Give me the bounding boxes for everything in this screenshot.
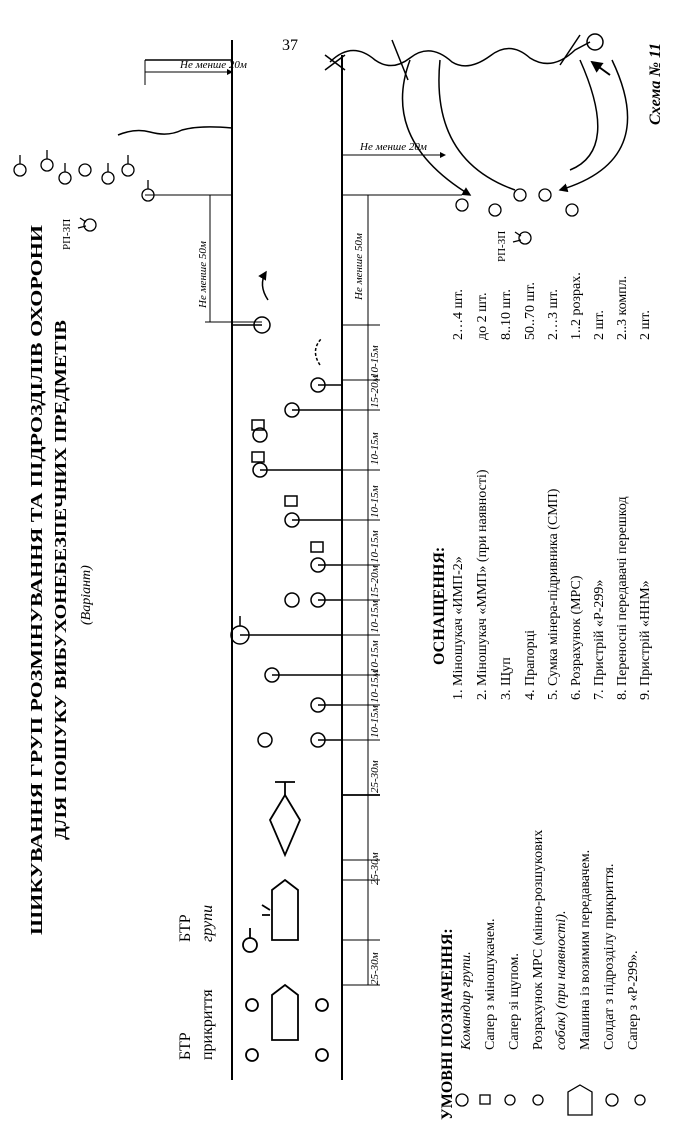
legend-item-6: Машина із возимим передавачем. xyxy=(578,849,593,1050)
title-line-1: ШИКУВАННЯ ГРУП РОЗМІНУВАННЯ ТА ПІДРОЗДІЛІВ ОХОРОНИ xyxy=(27,386,46,935)
patrol-arc-3 xyxy=(560,60,628,190)
cover-soldiers-top-left xyxy=(14,150,154,201)
patrol-arc-1 xyxy=(403,60,471,195)
legend-list xyxy=(459,830,641,1051)
dim-label-min20-top: Не менше 20м xyxy=(180,59,247,71)
sapper-detector-3 xyxy=(311,542,342,572)
legend-item-8: Сапер з «Р-299». xyxy=(626,950,641,1050)
equipment-item-3: 3. Щуп xyxy=(499,657,514,700)
equipment-item-9: 9. Пристрій «ННМ» xyxy=(638,580,653,700)
commander-icon xyxy=(456,1094,468,1106)
legend-item-3: Сапер зі щупом. xyxy=(507,953,522,1050)
btr-cover-label-1: БТР xyxy=(177,1032,194,1060)
group-commander-1 xyxy=(232,272,270,333)
transmitter-vehicle xyxy=(270,782,380,855)
boundary-wavy-top xyxy=(330,42,590,66)
equipment-item-2: 2. Міношукач «ММП» (при наявності) xyxy=(475,469,490,700)
dim-label-min50-right: Не менше 50м xyxy=(353,233,365,300)
equipment-qty-7: 2 шт. xyxy=(592,310,607,340)
btr-group-label-1: БТР xyxy=(177,914,194,942)
legend-icons xyxy=(456,1085,645,1115)
dim-label-10: 10-15м xyxy=(369,670,381,703)
dim-label-4: 10-15м xyxy=(369,485,381,518)
mrs-team-icon xyxy=(533,1095,543,1105)
equipment-item-6: 6. Розрахунок (МРС) xyxy=(569,575,584,700)
equipment-qty-8: 2..3 компл. xyxy=(615,275,630,340)
dim-label-min50-left: Не менше 50м xyxy=(197,241,209,308)
dim-label-14: 25-30м xyxy=(369,952,381,985)
dim-label-5: 10-15м xyxy=(369,530,381,563)
dim-label-1: 10-15м xyxy=(369,345,381,378)
rp-right-label: РП-ЗП xyxy=(496,230,508,262)
title-line-2: ДЛЯ ПОШУКУ ВИБУХОНЕБЕЗПЕЧНИХ ПРЕДМЕТІВ xyxy=(51,400,70,840)
btr-group-vehicle xyxy=(243,880,298,952)
cover-soldier-icon xyxy=(606,1094,618,1106)
scheme-label: Схема № 11 xyxy=(647,42,664,125)
probe-sapper-icon xyxy=(505,1095,515,1105)
dim-min20-right xyxy=(342,141,445,155)
equipment-qty-6: 1..2 розрах. xyxy=(569,272,584,340)
btr-cover-label-2: прикриття xyxy=(199,989,216,1060)
legend-item-4: Розрахунок МРС (мінно-розшукових xyxy=(531,829,546,1050)
boundary-cross-right xyxy=(392,35,580,80)
r299-sapper-icon xyxy=(635,1095,645,1105)
legend-item-5: собак) (при наявності). xyxy=(554,910,569,1050)
transmitter-vehicle-icon xyxy=(568,1085,592,1115)
dim-label-2: 15-20м xyxy=(369,375,381,408)
detector-sapper-icon xyxy=(480,1095,490,1104)
equipment-item-7: 7. Пристрій «Р-299» xyxy=(592,579,607,700)
sapper-r299-1 xyxy=(285,403,342,417)
dim-label-7: 15-20м xyxy=(369,565,381,598)
sapper-probe-pair xyxy=(285,593,342,607)
equipment-qty-2: до 2 шт. xyxy=(475,292,490,340)
patrol-arc-2 xyxy=(439,60,515,190)
sapper-probe-2 xyxy=(311,698,342,712)
dim-min50-left xyxy=(145,195,262,322)
rp-zp-left xyxy=(61,218,96,250)
mrs-team-1 xyxy=(311,338,342,392)
dim-label-11: 10-15м xyxy=(369,705,381,738)
equipment-item-8: 8. Переносні передавачі перешкод xyxy=(615,496,630,700)
equipment-qty-4: 50..70 шт. xyxy=(523,282,538,340)
legend-item-2: Сапер з міношукачем. xyxy=(483,918,498,1050)
boundary-line-left xyxy=(118,127,232,135)
equipment-item-4: 4. Прапорці xyxy=(523,629,538,700)
btr-group-label-2: групи xyxy=(199,904,216,942)
equipment-qty-5: 2…3 шт. xyxy=(546,289,561,340)
variant-label: (Варіант) xyxy=(79,565,94,625)
equipment-heading: ОСНАЩЕННЯ: xyxy=(431,546,448,665)
patrol-arc-4 xyxy=(570,60,598,170)
equipment-qty-9: 2 шт. xyxy=(638,310,653,340)
equipment-item-5: 5. Сумка мінера-підривника (СМП) xyxy=(546,488,561,700)
rp-zp-right xyxy=(496,231,531,262)
equipment-list xyxy=(451,272,653,700)
dim-label-3: 10-15м xyxy=(369,432,381,465)
legend-item-7: Солдат з підрозділу прикриття. xyxy=(602,863,617,1050)
sapper-detector-pair-1 xyxy=(252,420,342,477)
equipment-item-1: 1. Міношукач «ИМП-2» xyxy=(451,556,466,700)
dim-label-min20-right: Не менше 20м xyxy=(360,141,427,153)
sapper-probe-1 xyxy=(265,668,342,682)
cover-soldiers-top-right xyxy=(456,189,578,216)
dim-label-13: 25-30м xyxy=(369,852,381,885)
dim-label-12: 25-30м xyxy=(369,760,381,793)
page-number: 37 xyxy=(282,37,298,54)
sapper-probe-3 xyxy=(258,733,342,747)
btr-cover-vehicle xyxy=(246,985,328,1061)
legend-heading: УМОВНІ ПОЗНАЧЕННЯ: xyxy=(439,928,456,1120)
legend-item-1: Командир групи. xyxy=(459,951,474,1050)
dim-label-9: 10-15м xyxy=(369,640,381,673)
equipment-qty-3: 8..10 шт. xyxy=(499,289,514,340)
dim-label-8: 10-15м xyxy=(369,600,381,633)
sapper-detector-2 xyxy=(285,496,342,527)
exit-arrow xyxy=(592,62,610,75)
rp-left-label: РП-ЗП xyxy=(61,218,73,250)
group-commander-2 xyxy=(231,616,342,644)
equipment-qty-1: 2…4 шт. xyxy=(451,289,466,340)
